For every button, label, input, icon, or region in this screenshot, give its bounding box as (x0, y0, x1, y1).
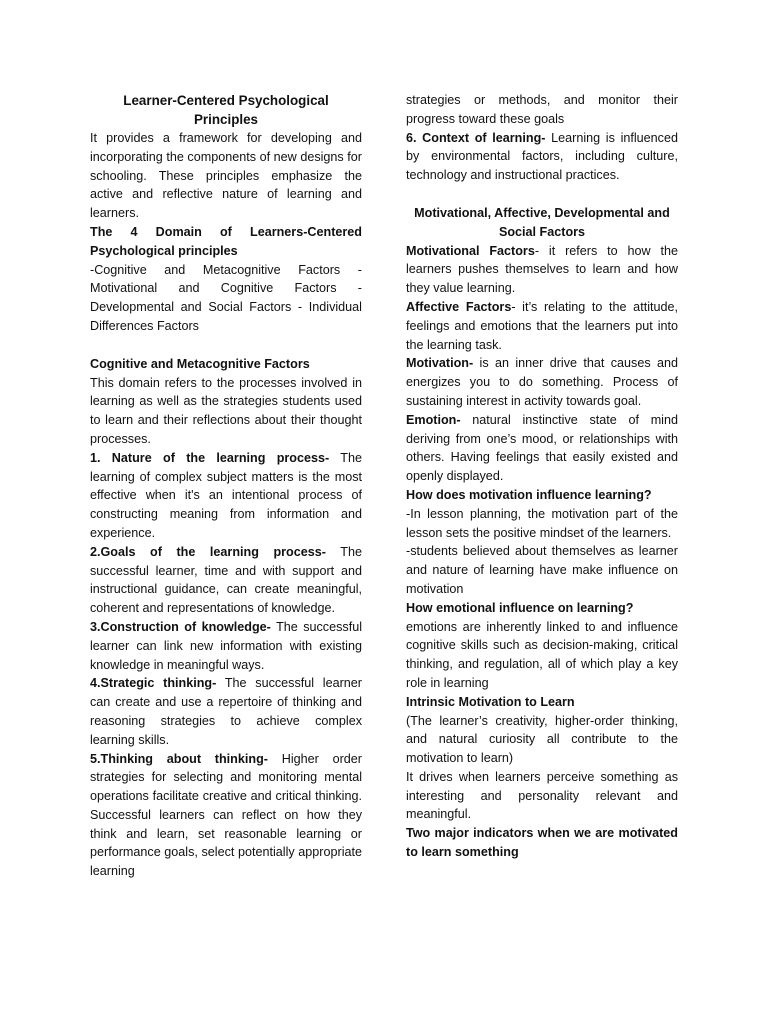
definition-term: Motivational Factors (406, 243, 535, 258)
principle-item (90, 543, 362, 618)
spacer (90, 336, 362, 355)
domains-heading: The 4 Domain of Learners-Centered Psychological principles (90, 224, 362, 258)
principle-term: 4.Strategic thinking- (90, 676, 217, 691)
document-title: Learner-Centered Psychological Principles (123, 93, 329, 127)
question-answer: emotions are inherently linked to and influence cognitive skills such as decision-making, critical thinking, and regulation, all of which play a key role in learning (406, 619, 678, 690)
principle-term: 1. Nature of the learning process- (90, 450, 330, 465)
intrinsic-paragraph: (The learner’s creativity, higher-order thinking, and natural curiosity all contribute to the motivation to learn) (406, 713, 678, 766)
principle-term: 2.Goals of the learning process- (90, 544, 326, 559)
principle-text: Higher order strategies for selecting and monitoring mental operations facilitate creative and critical thinking. Successful learners can reflect on how they think and learn, set reasonable learning or performance goals, select potentially appropriate learning (90, 751, 362, 879)
principle-text: The learning of complex subject matters is the most effective when it's an intentional process of constructing meaning from information and experience. (90, 450, 362, 540)
principle-term: 5.Thinking about thinking- (90, 751, 268, 766)
principle-text: The successful learner, time and with support and instructional guidance, can create meaningful, coherent and representations of knowledge. (90, 544, 362, 616)
principle-text: The successful learner can create and use a repertoire of thinking and reasoning strategies to achieve complex learning skills. (90, 676, 363, 747)
principle-item (90, 674, 362, 749)
definition-term: Motivation- (406, 356, 474, 371)
definition-item (406, 411, 678, 486)
continuation-text: strategies or methods, and monitor their progress toward these goals (406, 93, 678, 126)
definition-text: is an inner drive that causes and energizes you to do something. Process of sustaining interest in activity towards goal. (406, 356, 678, 408)
principle-text: Learning is influenced by environmental factors, including culture, technology and instructional practices. (406, 130, 678, 183)
definition-term: Affective Factors (406, 299, 512, 314)
definition-item (406, 298, 678, 354)
question-answer: -students believed about themselves as learner and nature of learning have make influence on motivation (406, 544, 678, 596)
question-answer: -In lesson planning, the motivation part of the lesson sets the positive mindset of the learners. (406, 506, 678, 540)
right-column (406, 91, 678, 862)
principle-term: 3.Construction of knowledge- (90, 619, 271, 634)
definition-item (406, 354, 678, 410)
spacer (406, 185, 678, 204)
principle-item (90, 618, 362, 674)
definition-term: Emotion- (406, 412, 461, 427)
principle-item (90, 750, 362, 882)
cognitive-heading: Cognitive and Metacognitive Factors (90, 356, 310, 371)
definition-item (406, 242, 678, 298)
domains-list: -Cognitive and Metacognitive Factors - Motivational and Cognitive Factors - Developmental and Social Factors - Individual Differences Factors (90, 262, 362, 333)
principle-text: The successful learner can link new information with existing knowledge in meaningful ways. (90, 619, 362, 672)
principle-item (406, 129, 678, 185)
question-heading: How does motivation influence learning? (406, 487, 652, 502)
cognitive-intro: This domain refers to the processes involved in learning as well as the strategies students used to learn and their reflections about their thought processes. (90, 375, 362, 446)
question-heading: How emotional influence on learning? (406, 600, 634, 615)
intrinsic-heading: Intrinsic Motivation to Learn (406, 694, 575, 709)
intrinsic-paragraph: It drives when learners perceive something as interesting and personality relevant and meaningful. (406, 769, 678, 822)
left-column (90, 91, 362, 881)
principle-item (90, 449, 362, 543)
definition-text: natural instinctive state of mind deriving from one’s mood, or relationships with others. Having feelings that easily existed and openly displayed. (406, 412, 678, 484)
indicators-heading: Two major indicators when we are motivated to learn something (406, 826, 678, 860)
section-title: Motivational, Affective, Developmental and Social Factors (414, 205, 670, 239)
intro-paragraph: It provides a framework for developing and incorporating the components of new designs for schooling. These principles emphasize the active and reflective nature of learning and learners. (90, 131, 362, 221)
definition-text: - it’s relating to the attitude, feelings and emotions that the learners put into the learning task. (406, 299, 678, 352)
principle-term: 6. Context of learning- (406, 130, 546, 145)
definition-text: - it refers to how the learners pushes themselves to learn and how they value learning. (406, 243, 678, 296)
